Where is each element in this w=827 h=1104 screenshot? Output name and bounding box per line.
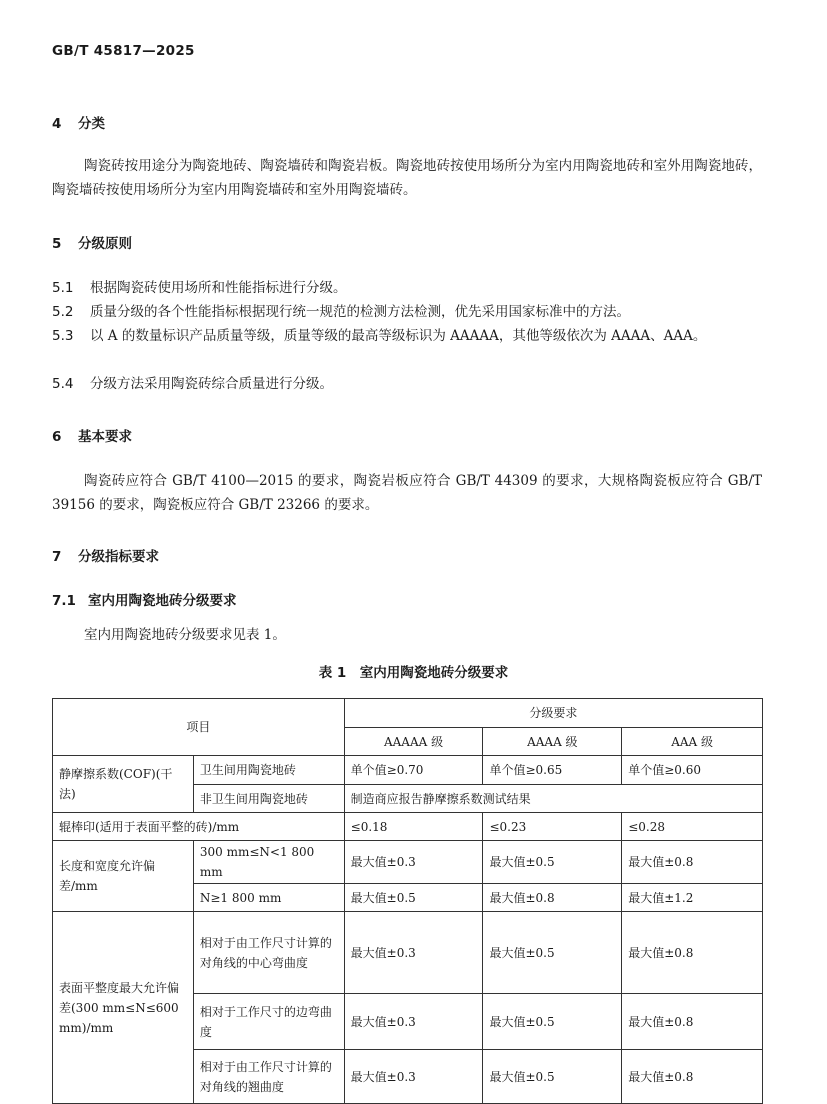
value-cell: 最大值±0.8 (622, 912, 763, 994)
section-title: 分级原则 (78, 236, 132, 252)
section-number: 7 (52, 549, 62, 565)
grade-aaaa-header: AAAA 级 (483, 728, 622, 756)
section-5-heading (52, 232, 132, 252)
section-7-1-heading (52, 589, 237, 609)
clause-text: 质量分级的各个性能指标根据现行统一规范的检测方法检测，优先采用国家标准中的方法。 (90, 304, 630, 320)
clause-number: 5.3 (52, 328, 74, 344)
value-cell: 最大值±0.8 (622, 994, 763, 1050)
value-cell: ≤0.23 (483, 813, 622, 841)
cof-non-bathroom-cell: 非卫生间用陶瓷地砖 (193, 785, 344, 813)
grade-aaaaa-header: AAAAA 级 (344, 728, 483, 756)
cof-bathroom-cell: 卫生间用陶瓷地砖 (193, 756, 344, 785)
flatness-sub2-cell: 相对于工作尺寸的边弯曲度 (193, 994, 344, 1050)
value-cell: 最大值±0.5 (344, 884, 483, 912)
value-cell: ≤0.18 (344, 813, 483, 841)
clause-number: 5.4 (52, 376, 74, 392)
flatness-sub1-cell: 相对于由工作尺寸计算的对角线的中心弯曲度 (193, 912, 344, 994)
table-row (53, 756, 763, 785)
clause-5-1 (52, 276, 762, 300)
grade-aaa-header: AAA 级 (622, 728, 763, 756)
value-cell: 最大值±1.2 (622, 884, 763, 912)
cof-report-cell: 制造商应报告静摩擦系数测试结果 (344, 785, 762, 813)
section-6-paragraph: 陶瓷砖应符合 GB/T 4100—2015 的要求，陶瓷岩板应符合 GB/T 44309 的要求，大规格陶瓷板应符合 GB/T 39156 的要求，陶瓷板应符合 GB/T 23266 的要求。 (52, 473, 762, 513)
length-sub1-cell: 300 mm≤N<1 800 mm (193, 841, 344, 884)
value-cell: 最大值±0.5 (483, 912, 622, 994)
clause-number: 5.1 (52, 280, 74, 296)
value-cell: 最大值±0.3 (344, 841, 483, 884)
value-cell: 最大值±0.5 (483, 994, 622, 1050)
table-row (53, 813, 763, 841)
table-header-row (53, 699, 763, 728)
section-6-heading (52, 425, 132, 445)
standard-id-header: GB/T 45817—2025 (52, 43, 195, 59)
length-label-cell: 长度和宽度允许偏差/mm (53, 841, 194, 912)
section-7-1-paragraph: 室内用陶瓷地砖分级要求见表 1。 (84, 627, 286, 643)
clause-text: 分级方法采用陶瓷砖综合质量进行分级。 (90, 376, 333, 392)
section-number: 6 (52, 429, 62, 445)
value-cell: 单个值≥0.70 (344, 756, 483, 785)
section-title: 分类 (78, 116, 105, 132)
clause-5-4 (52, 372, 762, 396)
cof-label-cell: 静摩擦系数(COF)(干法) (53, 756, 194, 813)
value-cell: 最大值±0.3 (344, 1050, 483, 1104)
value-cell: 最大值±0.5 (483, 1050, 622, 1104)
section-number: 5 (52, 236, 62, 252)
section-title: 基本要求 (78, 429, 132, 445)
roller-label-cell: 辊棒印(适用于表面平整的砖)/mm (53, 813, 345, 841)
flatness-label-cell: 表面平整度最大允许偏差(300 mm≤N≤600 mm)/mm (53, 912, 194, 1104)
table-1 (52, 698, 763, 1104)
table-row (53, 912, 763, 994)
value-cell: 最大值±0.8 (622, 1050, 763, 1104)
table-row (53, 841, 763, 884)
section-4-paragraph: 陶瓷砖按用途分为陶瓷地砖、陶瓷墙砖和陶瓷岩板。陶瓷地砖按使用场所分为室内用陶瓷地砖和室外用陶瓷地砖，陶瓷墙砖按使用场所分为室内用陶瓷墙砖和室外用陶瓷墙砖。 (52, 158, 762, 198)
length-sub2-cell: N≥1 800 mm (193, 884, 344, 912)
section-4-heading (52, 112, 105, 132)
table-1-caption: 表 1 室内用陶瓷地砖分级要求 (318, 665, 509, 681)
value-cell: 最大值±0.8 (622, 841, 763, 884)
clause-5-3 (52, 324, 762, 348)
value-cell: ≤0.28 (622, 813, 763, 841)
value-cell: 最大值±0.3 (344, 994, 483, 1050)
value-cell: 单个值≥0.60 (622, 756, 763, 785)
section-7-heading (52, 545, 159, 565)
clause-number: 5.2 (52, 304, 74, 320)
section-title: 分级指标要求 (78, 549, 159, 565)
clause-5-2 (52, 300, 762, 324)
clause-text: 根据陶瓷砖使用场所和性能指标进行分级。 (90, 280, 347, 296)
header-grading-cell: 分级要求 (344, 699, 762, 728)
value-cell: 最大值±0.5 (483, 841, 622, 884)
value-cell: 最大值±0.3 (344, 912, 483, 994)
section-number: 7.1 (52, 593, 76, 609)
section-number: 4 (52, 116, 62, 132)
header-item-cell: 项目 (53, 699, 345, 756)
value-cell: 单个值≥0.65 (483, 756, 622, 785)
value-cell: 最大值±0.8 (483, 884, 622, 912)
clause-text: 以 A 的数量标识产品质量等级，质量等级的最高等级标识为 AAAAA，其他等级依次为 AAAA、AAA。 (90, 328, 707, 344)
flatness-sub3-cell: 相对于由工作尺寸计算的对角线的翘曲度 (193, 1050, 344, 1104)
section-title: 室内用陶瓷地砖分级要求 (88, 593, 237, 609)
